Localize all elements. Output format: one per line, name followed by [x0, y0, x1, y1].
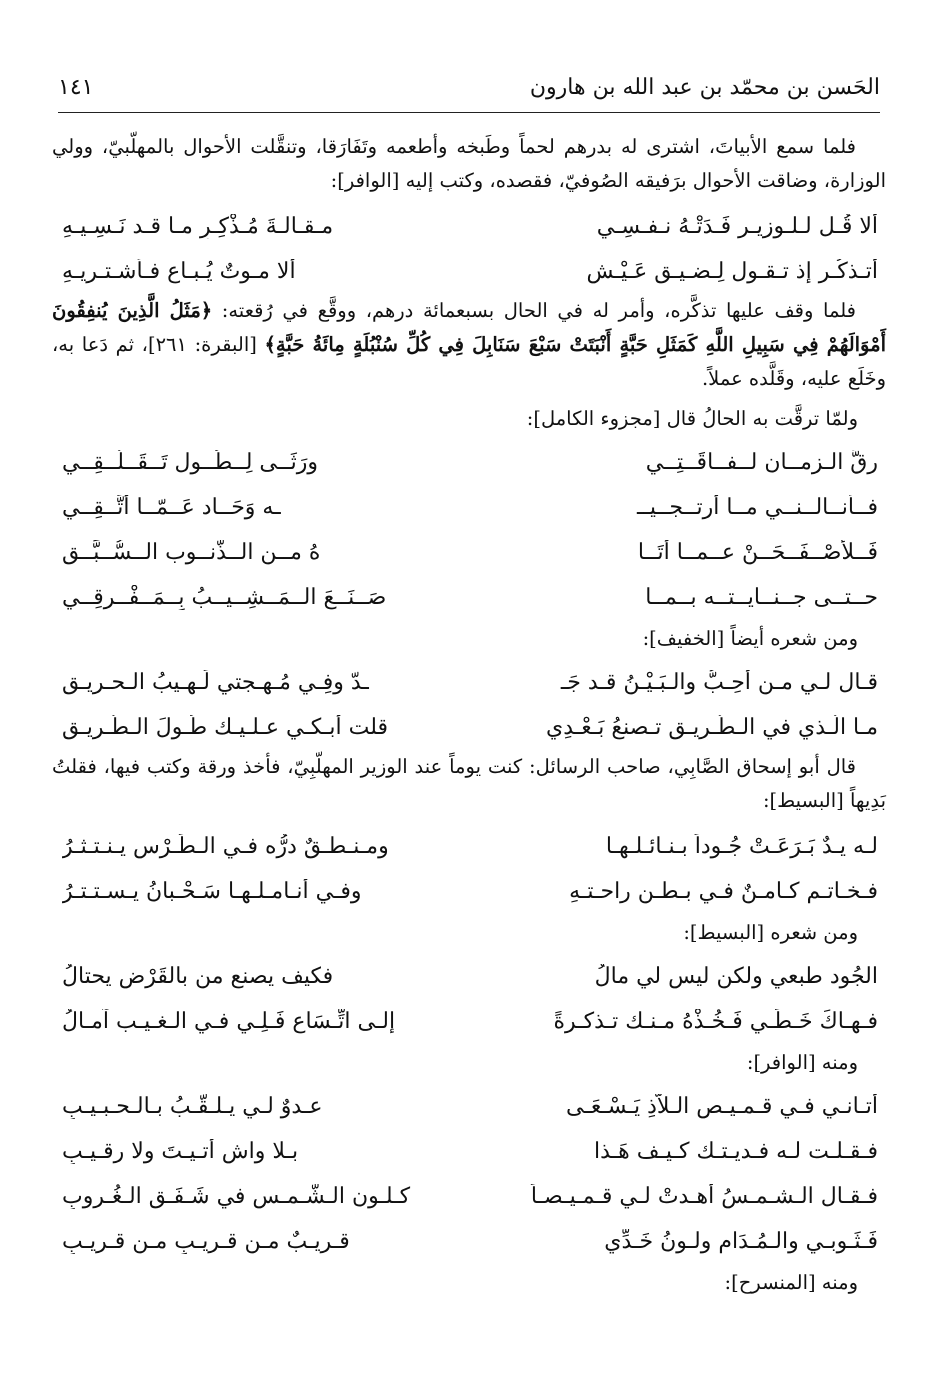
- poem-3-intro: ومن شعره أيضاً [الخفيف]:: [642, 627, 858, 650]
- first-hemistich: حــتــى جــنــايــتــه بــمــا: [645, 585, 878, 610]
- second-hemistich: وفـي أنـامـلـهـا سَـحْـبانُ يـسـتـتـرُ: [62, 879, 362, 904]
- verse-line: [52, 485, 886, 530]
- first-hemistich: فـخـاتـم كـامـنٌ فـي بـطـن راحـتـهِ: [569, 879, 878, 904]
- poem-5: [52, 954, 886, 1044]
- paragraph-3: قال أبو إسحاق الصَّابِي، صاحب الرسائل: كنت يوماً عند الوزير المهلّبِيّ، فأخذ ورقة وكتب فيها، فقلتُ بَدِيهاً [البسيط]:: [52, 755, 886, 812]
- second-hemistich: ـه وَحَــاد عَــمّــا أَتَّــقِــي: [62, 495, 281, 520]
- verse-line: [52, 954, 886, 999]
- second-hemistich: عـدوٌ لـي يـلـقّـبُ بـالـحـبـيـبِ: [62, 1094, 323, 1119]
- verse-line: [52, 1219, 886, 1264]
- second-hemistich: ومـنـطـقٌ درُّه فـي الـطِّـرْس يـنـتـثـرُ: [62, 834, 389, 859]
- poem-6: [52, 1084, 886, 1264]
- first-hemistich: الجُود طبعي ولكن ليس لي مالُ: [594, 964, 878, 989]
- poem-2: [52, 440, 886, 620]
- first-hemistich: فـهـاكَ خَـطِّـي فَـخُـذْهُ مـنـك تـذكـرةً: [553, 1009, 878, 1034]
- verse-line: [52, 999, 886, 1044]
- poem-3: [52, 660, 886, 750]
- second-hemistich: كـلـون الـشّـمـس في شَـفَـق الـغُـروبِ: [62, 1184, 411, 1209]
- first-hemistich: قـال لـي مـن أُحِـبُّ والـبَـيْـنُ قـد جَـ: [560, 670, 878, 695]
- running-title: الحَسن بن محمّد بن عبد الله بن هارون: [529, 74, 880, 100]
- poem-4: [52, 824, 886, 914]
- page-number: ١٤١: [58, 74, 94, 100]
- poem-5-intro: ومن شعره [البسيط]:: [683, 921, 858, 944]
- second-hemistich: ألا مـوتٌ يُـبـاع فـأشـتـريـهِ: [62, 259, 296, 284]
- quran-verse: ﴿مَثَلُ الَّذِينَ يُنفِقُونَ أَمْوَالَهُمْ فِي سَبِيلِ اللَّهِ كَمَثَلِ حَبَّةٍ أَنْبَتَتْ سَبْعَ سَنَابِلَ فِي كُلِّ سُنْبُلَةٍ مِائَةُ حَبَّةٍ﴾: [52, 299, 886, 356]
- paragraph-1: فلما سمع الأبياتَ، اشترى له بدرهم لحماً وطَبخه وأطعمه وتَفَارَقا، وتنقَّلت الأحوال بالمهلّبيّ، وولي الوزارة، وضاقت الأحوال برَفيقه الصُوفيّ، فقصده، وكتب إليه [الوافر]:: [52, 135, 886, 192]
- verse-line: [52, 575, 886, 620]
- first-hemistich: ألا قُـل لـلـوزيـر فَـدَتْـهُ نـفـسِـي: [596, 214, 878, 239]
- second-hemistich: بـلا واشٍ أتـيـتَ ولا رقـيـبِ: [62, 1139, 299, 1164]
- second-hemistich: صَــنَــعَ الــمَــشِــيــبُ بِــمَــفْــرِقِــي: [62, 585, 387, 610]
- verse-line: [52, 530, 886, 575]
- verse-line: [52, 1084, 886, 1129]
- page-body: [52, 130, 886, 1304]
- second-hemistich: قـريـبٌ مـن قـريـبٍ مـن قـريـبِ: [62, 1229, 350, 1254]
- first-hemistich: أتـذكُـر إذ تـقـول لِـضـيـقِ عَـيْـشٍ: [586, 259, 878, 284]
- verse-line: [52, 440, 886, 485]
- header-rule: [58, 112, 880, 113]
- second-hemistich: قلت أبـكـي عـلـيـك طُـولَ الـطَّـريـقِ: [62, 715, 389, 740]
- first-hemistich: رقَّ الـزمــان لــفــاقَــتِــي: [645, 450, 878, 475]
- verse-line: [52, 660, 886, 705]
- first-hemistich: أتـانـي فـي قـمـيـص الـلاّذِ يَـسْـعَـى: [566, 1094, 878, 1119]
- poem-6-intro: ومنه [الوافر]:: [746, 1051, 858, 1074]
- second-hemistich: فكيف يصنع من بالقَرْض يحتالُ: [62, 964, 334, 989]
- second-hemistich: ـدّ وفِـي مُـهـجتي لَـهِـيبُ الـحـريـقِ: [62, 670, 369, 695]
- poem-2-intro: ولمّا ترقَّت به الحالُ قال [مجزوء الكامل]:: [526, 407, 858, 430]
- verse-line: [52, 249, 886, 294]
- poem-1: [52, 204, 886, 294]
- second-hemistich: هُ مــن الــذُّنــوب الــسُّــبَّــقِ: [62, 540, 321, 565]
- first-hemistich: فَـثَـوبـي والـمُـدَام ولـونُ خَـدِّي: [604, 1229, 878, 1254]
- second-hemistich: إلـى اتِّـسَاع فَـلِـي فـي الـغـيـب آمـالُ: [62, 1009, 396, 1034]
- verse-line: [52, 1174, 886, 1219]
- verse-line: [52, 204, 886, 249]
- first-hemistich: فـقـلـت لـه فـديـتـك كـيـف هَـذا: [594, 1139, 878, 1164]
- first-hemistich: فــأنــالــنــي مــا أرتــجــيــ: [636, 495, 878, 520]
- verse-line: [52, 1129, 886, 1174]
- second-hemistich: مـقـالـةَ مُـذْكِـرٍ مـا قـد نَـسِـيـهِ: [62, 214, 334, 239]
- first-hemistich: فَــلأَصْــفَــحَــنْ عــمــا أَتَــا: [637, 540, 878, 565]
- quran-reference: [البقرة: ٢٦١]،: [141, 333, 257, 356]
- first-hemistich: لـه يـدٌ بَـرَعَـتْ جُـوداً بـنـائـلـهـا: [605, 834, 878, 859]
- second-hemistich: ورَثَــى لِــطُــول تَــقَــلُّــقِــي: [62, 450, 319, 475]
- paragraph-2-text: فلما وقف عليها تذكَّره، وأمر له في الحال بسبعمائة درهم، ووقَّع في رُقعته:: [221, 299, 856, 322]
- paragraph-2-tail: ثم دَعا به، وخَلَع عليه، وقَلَّده عملاً.: [52, 333, 886, 390]
- paragraph-2: [52, 294, 886, 396]
- first-hemistich: فـقـال الـشـمـسُ أهـدتْ لـي قـمـيـصـاً: [530, 1184, 878, 1209]
- first-hemistich: مـا الّـذي في الـطَّـرِيـق تـصنعُ بَـعْـدِي: [546, 715, 878, 740]
- verse-line: [52, 705, 886, 750]
- verse-line: [52, 869, 886, 914]
- poem-7-intro: ومنه [المنسرح]:: [724, 1271, 858, 1294]
- verse-line: [52, 824, 886, 869]
- page-header: [58, 70, 880, 104]
